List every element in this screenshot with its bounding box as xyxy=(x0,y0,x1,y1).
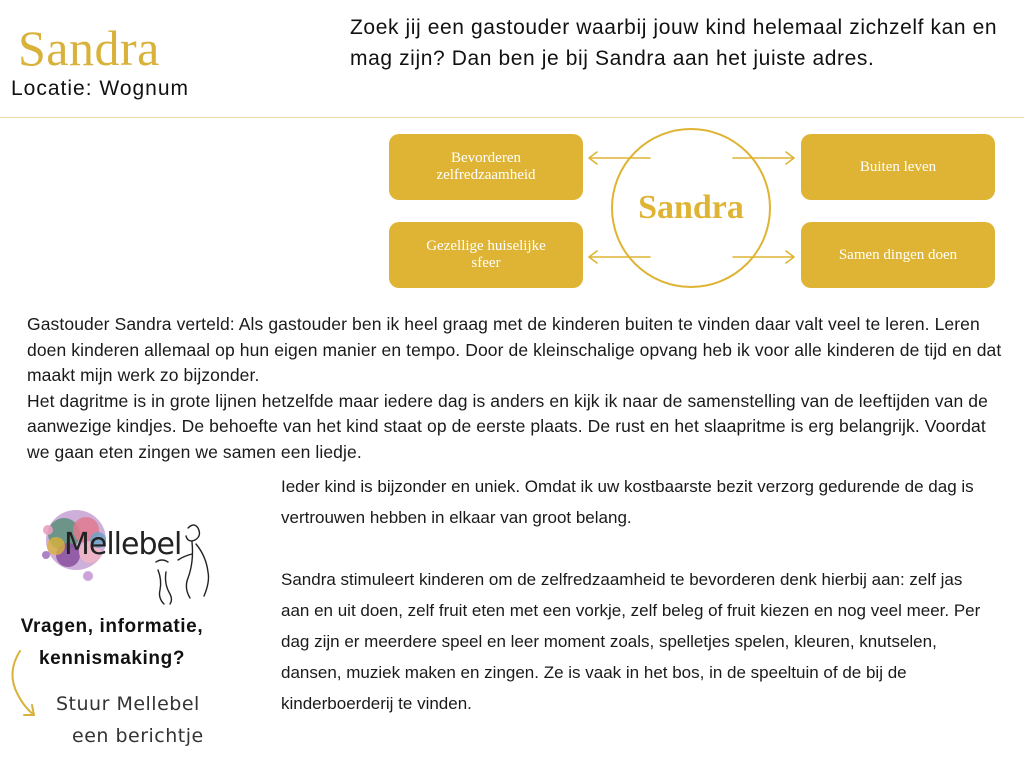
diagram-center-label: Sandra xyxy=(638,189,744,226)
cta-line-1: Stuur Mellebel xyxy=(56,693,200,715)
intro-text xyxy=(27,312,1007,465)
body-paragraph-2: Sandra stimuleert kinderen om de zelfredzaamheid te bevorderen denk hierbij aan: zelf jas aan en uit doen, zelf fruit eten met een vorkje, zelf beleg of fruit kiezen en nog veel meer. Per dag zijn er meerdere speel en leer moment zoals, spelletjes spelen, kleuren, knutselen, dansen, muziek maken en zingen. Ze is vaak in het bos, in de speeltuin of de bij de kinderboerderij te vinden. xyxy=(281,570,981,713)
body-paragraph-1: Ieder kind is bijzonder en uniek. Omdat ik uw kostbaarste bezit verzorg gedurende de dag is vertrouwen hebben in elkaar van groot belang. xyxy=(281,477,974,527)
diagram-box-huiselijke-sfeer: Gezellige huiselijke sfeer xyxy=(389,222,583,288)
page-title: Sandra xyxy=(18,20,160,76)
cta-line-2: een berichtje xyxy=(72,725,204,747)
intro-paragraph-1: Gastouder Sandra verteld: Als gastouder ben ik heel graag met de kinderen buiten te vinden daar valt veel te leren. Leren doen kinderen allemaal op hun eigen manier en tempo. Door de kleinschalige opvang heb ik voor alle kinderen de tijd en dat maakt mijn werk zo bijzonder. xyxy=(27,314,1002,385)
contact-cta xyxy=(56,688,226,752)
curved-arrow-icon xyxy=(4,645,44,725)
location-label: Locatie: Wognum xyxy=(11,77,190,100)
contact-question: Vragen, informatie, kennismaking? xyxy=(20,616,204,669)
header-divider xyxy=(0,117,1024,118)
logo-text: Mellebel xyxy=(64,527,182,562)
tagline: Zoek jij een gastouder waarbij jouw kind helemaal zichzelf kan en mag zijn? Dan ben je bij Sandra aan het juiste adres. xyxy=(350,16,998,70)
diagram-box-zelfredzaamheid: Bevorderen zelfredzaamheid xyxy=(389,134,583,200)
intro-paragraph-2: Het dagritme is in grote lijnen hetzelfde maar iedere dag is anders en kijk ik naar de samenstelling van de leeftijden van de aanwezige kindjes. De behoefte van het kind staat op de eerste plaats. De rust en het slaapritme is erg belangrijk. Voordat we gaan eten zingen we samen een liedje. xyxy=(27,390,988,462)
body-text xyxy=(281,471,981,719)
diagram-box-samen-dingen-doen: Samen dingen doen xyxy=(801,222,995,288)
diagram-box-buiten-leven: Buiten leven xyxy=(801,134,995,200)
